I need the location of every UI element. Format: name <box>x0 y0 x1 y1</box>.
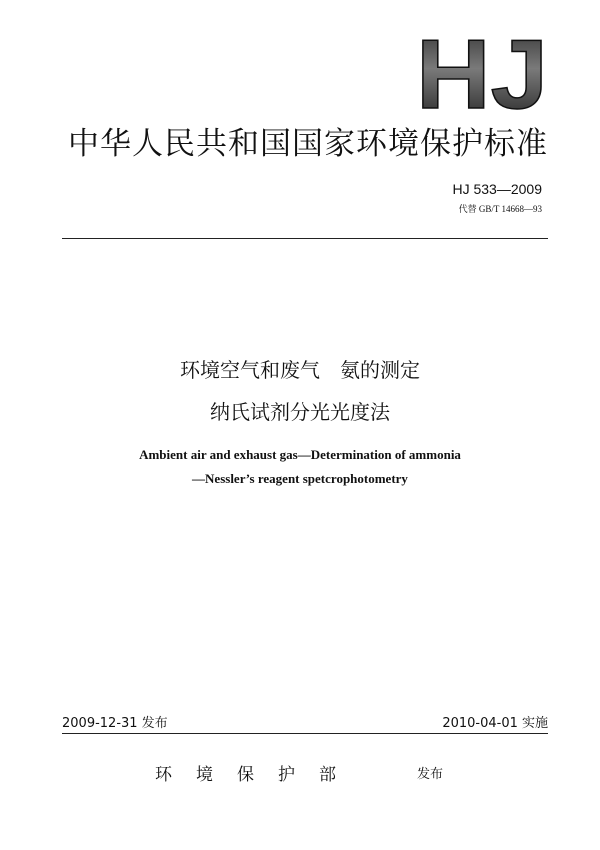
replaced-standard: 代替 GB/T 14668—93 <box>458 204 542 214</box>
implementation-date: 2010-04-01 实施 <box>442 716 548 731</box>
hj-logo-text: HJ <box>416 30 548 112</box>
document-title-cn-line2: 纳氏试剂分光光度法 <box>210 400 390 424</box>
publisher-name: 环境保护部 <box>155 765 360 785</box>
issuing-authority-title: 中华人民共和国国家环境保护标准 <box>68 126 548 162</box>
issue-date: 2009-12-31 发布 <box>62 716 168 731</box>
document-title-en-line2: —Nessler’s reagent spetcrophotometry <box>192 471 408 486</box>
hj-logo <box>412 30 552 112</box>
document-title-cn-line1: 环境空气和废气 氨的测定 <box>180 358 420 382</box>
header-divider <box>62 238 548 239</box>
standard-number: HJ 533—2009 <box>452 181 542 197</box>
document-title-en-line1: Ambient air and exhaust gas—Determination of ammonia <box>139 447 461 462</box>
footer-divider <box>62 733 548 734</box>
hj-logo-graphic <box>412 30 552 112</box>
publish-label: 发布 <box>417 767 444 782</box>
